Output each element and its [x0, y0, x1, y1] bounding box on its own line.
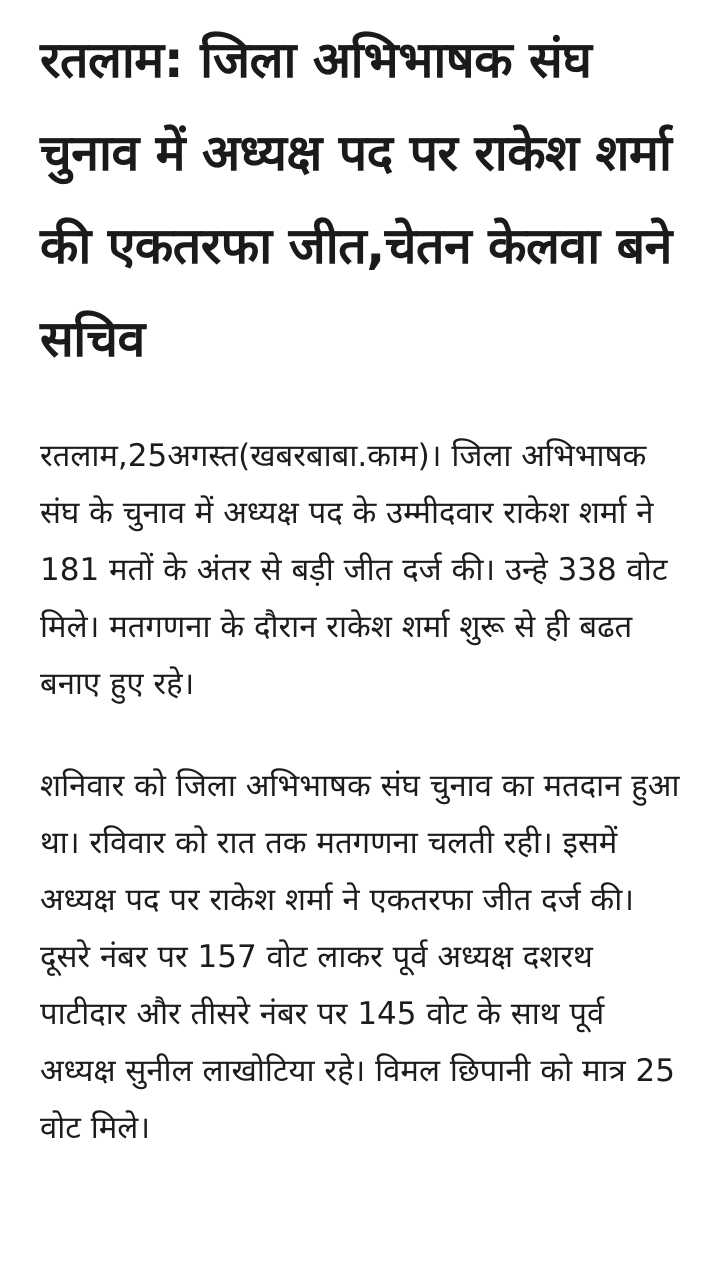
article-paragraph-2: शनिवार को जिला अभिभाषक संघ चुनाव का मतदान हुआ था। रविवार को रात तक मतगणना चलती रही। इसमें अध्यक्ष पद पर राकेश शर्मा ने एकतरफा जीत दर्ज की।दूसरे नंबर पर 157 वोट लाकर पूर्व अध्यक्ष दशरथ पाटीदार और तीसरे नंबर पर 145 वोट के साथ पूर्व अध्यक्ष सुनील लाखोटिया रहे। विमल छिपानी को मात्र 25 वोट मिले।: [40, 768, 680, 1146]
article-paragraph-1: रतलाम,25अगस्त(खबरबाबा.काम)। जिला अभिभाषक संघ के चुनाव में अध्यक्ष पद के उम्मीदवार राकेश शर्मा ने 181 मतों के अंतर से बड़ी जीत दर्ज की। उन्हे 338 वोट मिले। मतगणना के दौरान राकेश शर्मा शुरू से ही बढत बनाए हुए रहे।: [40, 438, 668, 702]
article-headline: रतलाम: जिला अभिभाषक संघ चुनाव में अध्यक्ष पद पर राकेश शर्मा की एकतरफा जीत,चेतन केलवा बने सचिव: [40, 31, 672, 368]
article-body: [40, 428, 680, 1157]
